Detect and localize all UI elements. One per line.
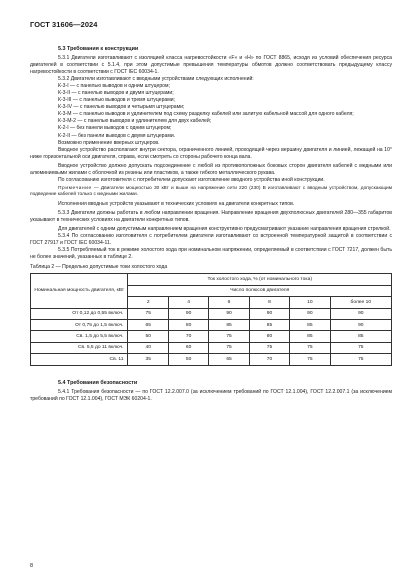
header-pole: 2 — [128, 297, 168, 308]
row-power: От 0,75 до 1,5 включ. — [31, 319, 128, 330]
cell-value: 50 — [128, 331, 168, 342]
list-item-k3-m2: К-3-М-2 — с панелью выводов и удлинителем для двух кабелей; — [58, 118, 212, 125]
para-execution: Исполнения вводных устройств указывают в технических условиях на двигатели конкретных типов. — [58, 201, 295, 208]
header-pole: более 10 — [330, 297, 391, 308]
header-no-load-current: Ток холостого хода, % (от номинального тока) — [128, 274, 392, 285]
cell-value: 90 — [168, 308, 208, 319]
cell-value: 75 — [330, 354, 391, 365]
cell-value: 75 — [128, 308, 168, 319]
cell-value: 40 — [128, 342, 168, 353]
cell-value: 85 — [249, 319, 289, 330]
para-design: Вводное устройство должно допускать подсоединение с любой из противоположных боковых сторон двигателя кабелей с медными или алюминиевыми жилами с оболочкой из резины или пластиков, а также гибкого металлического рукава. — [30, 162, 392, 176]
note-text: — Двигатели мощностью 30 кВт и выше на напряжение сети 220 (230) В изготавливают с вводным устройством, допускающим подведение кабелей только с медными жилами. — [30, 185, 392, 198]
cell-value: 35 — [128, 354, 168, 365]
cell-value: 90 — [330, 308, 391, 319]
cell-value: 65 — [128, 319, 168, 330]
cell-value: 90 — [209, 308, 249, 319]
header-pole: 10 — [290, 297, 330, 308]
row-power: Св. 5,5 до 11 включ. — [31, 342, 128, 353]
cell-value: 75 — [290, 354, 330, 365]
cell-value: 85 — [209, 319, 249, 330]
note-label: Примечание — [58, 185, 92, 191]
para-5-4-1: 5.4.1 Требования безопасности — по ГОСТ 12.2.007.0 (за исключением требований по ГОСТ 12.1.004), ГОСТ 12.2.007.1 (за исключением требований по ГОСТ 12.1.004), ГОСТ МЭК 60204-1. — [30, 388, 392, 402]
row-power: Св. 1,5 до 5,5 включ. — [31, 331, 128, 342]
para-agreement: По согласованию изготовителя с потребителем допускают изготовление вводного устройства иной конструкции. — [58, 176, 325, 183]
table-2-caption: Таблица 2 — Предельно допустимые токи холостого хода — [30, 264, 168, 271]
para-5-3-3: 5.3.3 Двигатели должны работать в любом направлении вращения. Направление вращения двухполюсных двигателей 280—355 габаритов указывают в технических условиях на двигатели конкретных типов. — [30, 210, 392, 224]
cell-value: 85 — [290, 319, 330, 330]
row-power: От 0,12 до 0,55 включ. — [31, 308, 128, 319]
cell-value: 75 — [209, 342, 249, 353]
cell-value: 90 — [330, 319, 391, 330]
list-item-k3-1: К-3-I — с панелью выводов и одним штуцером; — [58, 83, 170, 90]
header-pole-count: Число полюсов двигателя — [128, 285, 392, 296]
list-item-k3-2: К-3-II — с панелью выводов и двумя штуцерами; — [58, 90, 174, 97]
para-5-3-1: 5.3.1 Двигатели изготавливают с изоляцией класса нагревостойкости «F» и «H» по ГОСТ 8865, исходя из условий обеспечения ресурса двигателей в соответствии с 5.1.4, при этом допустимые превышения температуры обмотов должно соответствовать предыдущему классу нагревостойкости в соответствии с ГОСТ IEC 60034-1. — [30, 55, 392, 76]
header-pole: 4 — [168, 297, 208, 308]
page-header: ГОСТ 31606—2024 — [30, 20, 98, 29]
cell-value: 75 — [249, 342, 289, 353]
list-item-k3-4: К-3-IV — с панелью выводов и четырьмя штуцерами; — [58, 104, 185, 111]
cell-value: 60 — [168, 342, 208, 353]
section-5-4-heading: 5.4 Требования безопасности — [58, 379, 138, 386]
page-number: 8 — [30, 563, 33, 569]
para-5-3-5: 5.3.5 Потребляемый ток в режиме холостого хода при номинальном напряжении, определяемый в соответствии с ГОСТ 7217, должен быть не более значений, указанных в таблице 2. — [30, 247, 392, 261]
para-rotation: Для двигателей с одним допустимым направлением вращения конструктивно предусматривают указание направления вращения стрелкой. — [58, 226, 391, 233]
table-row — [31, 354, 392, 365]
cell-value: 90 — [290, 308, 330, 319]
cell-value: 85 — [290, 331, 330, 342]
table-row — [31, 319, 392, 330]
cell-value: 50 — [168, 354, 208, 365]
row-power: Св. 11 — [31, 354, 128, 365]
cell-value: 75 — [209, 331, 249, 342]
cell-value: 70 — [249, 354, 289, 365]
list-item-k3-m: К-3-М — с панелью выводов и удлинителем под схему разделку кабелей или залитую кабельной массой для одного кабеля; — [58, 111, 354, 118]
cell-value: 70 — [168, 331, 208, 342]
para-5-3-2-intro: 5.3.2 Двигатели изготавливают с вводными устройствами следующих исполнений: — [58, 76, 254, 83]
header-pole: 8 — [249, 297, 289, 308]
cell-value: 75 — [290, 342, 330, 353]
para-sector: Вводное устройство располагают внутри сектора, ограниченного линией, проходящей через вершину двигателя и линией, лежащей на 10° ниже горизонтальной оси двигателя, справа, если смотреть со стороны рабочего конца вала. — [30, 146, 392, 160]
table-row — [31, 308, 392, 319]
cell-value: 85 — [330, 331, 391, 342]
table-row — [31, 331, 392, 342]
no-load-current-table — [30, 273, 392, 365]
list-item-k2-1: К-2-I — без панели выводов с одним штуцером; — [58, 125, 172, 132]
section-5-3-heading: 5.3 Требования к конструкции — [58, 46, 139, 52]
cell-value: 75 — [330, 342, 391, 353]
table-row — [31, 342, 392, 353]
header-rated-power: Номинальная мощность двигателя, кВт — [31, 274, 128, 308]
list-item-k3-3: К-3-III — с панелью выводов и тремя штуцерами; — [58, 97, 175, 104]
para-5-3-4: 5.3.4 По согласованию изготовителя с потребителем двигатели изготавливают со встроенной температурной защитой в соответствии с ГОСТ 27917 и ГОСТ IEC 60034-11. — [30, 233, 392, 247]
note — [30, 186, 392, 199]
list-item-fittings: Возможно применение вверных штуцеров. — [58, 139, 160, 146]
header-pole: 6 — [209, 297, 249, 308]
cell-value: 80 — [249, 331, 289, 342]
cell-value: 90 — [249, 308, 289, 319]
cell-value: 65 — [209, 354, 249, 365]
list-item-k2-2: К-2-II — без панели выводов с двумя штуцерами. — [58, 132, 176, 139]
cell-value: 80 — [168, 319, 208, 330]
